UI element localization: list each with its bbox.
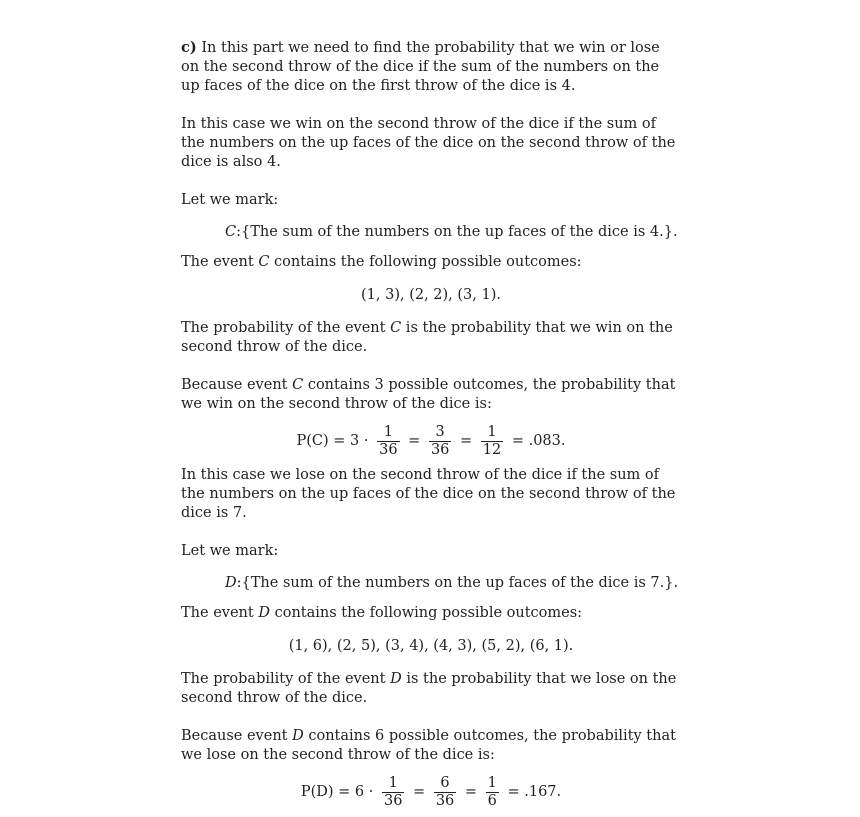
event-d-prob-symbol: D — [390, 671, 402, 687]
event-c-definition — [225, 223, 681, 242]
event-d-contains — [181, 604, 681, 623]
probability-c-equation — [181, 420, 681, 462]
event-d-definition — [225, 574, 681, 593]
fraction-denominator: 36 — [430, 441, 450, 458]
equation-d-fraction-2 — [434, 775, 456, 810]
win-let-mark: Let we mark: — [181, 192, 279, 208]
equals-sign: = — [408, 783, 430, 800]
event-d-because-symbol: D — [292, 728, 304, 744]
fraction-numerator: 1 — [487, 774, 497, 791]
event-d-contains-symbol: D — [258, 605, 270, 621]
fraction-denominator: 12 — [482, 441, 502, 458]
equation-d-lhs: P(D) = 6 · — [300, 783, 378, 800]
event-d-symbol: D — [225, 575, 237, 591]
fraction-denominator: 36 — [383, 792, 403, 809]
event-c-prob-pre: The probability of the event — [181, 320, 391, 336]
equation-d-result: = .167. — [502, 783, 562, 800]
part-c-intro-text: In this part we need to find the probability that we win or lose on the second throw of the dice if the sum of the numbers on the up faces of the dice on the first throw of the dice is 4. — [181, 40, 660, 94]
event-c-probability-description — [181, 319, 681, 357]
event-d-outcomes: (1, 6), (2, 5), (3, 4), (4, 3), (5, 2), (6, 1). — [288, 638, 574, 654]
equation-c-fraction-2 — [429, 424, 451, 459]
fraction-denominator: 36 — [379, 441, 398, 458]
equals-sign: = — [460, 783, 482, 800]
event-c-outcomes: (1, 3), (2, 2), (3, 1). — [361, 287, 501, 303]
event-c-because — [181, 376, 681, 414]
probability-d-equation — [181, 771, 681, 813]
fraction-denominator: 36 — [435, 792, 455, 809]
event-c-prob-symbol: C — [390, 320, 402, 336]
fraction-numerator: 1 — [388, 774, 398, 791]
event-c-contains-post: contains the following possible outcomes: — [269, 254, 582, 270]
equals-sign: = — [403, 432, 425, 449]
fraction-numerator: 1 — [383, 423, 393, 440]
equation-c-lhs: P(C) = 3 · — [296, 432, 374, 449]
win-case-intro: In this case we win on the second throw of the dice if the sum of the numbers on the up faces of the dice on the second throw of the dice is also 4. — [181, 116, 676, 170]
equation-c-fraction-1 — [377, 424, 399, 459]
event-c-because-symbol: C — [292, 377, 304, 393]
equation-c-result: = .083. — [507, 432, 566, 449]
event-d-prob-post: is the probability that we lose on the second throw of the dice. — [181, 671, 677, 706]
event-d-because-pre: Because event — [181, 728, 293, 744]
event-c-prob-post: is the probability that we win on the second throw of the dice. — [181, 320, 673, 355]
fraction-denominator: 6 — [487, 792, 497, 809]
event-c-because-pre: Because event — [181, 377, 293, 393]
fraction-numerator: 1 — [487, 423, 497, 440]
event-c-definition-text: :{The sum of the numbers on the up faces of the dice is 4.}. — [236, 224, 678, 240]
event-d-probability-description — [181, 670, 681, 708]
event-d-definition-text: :{The sum of the numbers on the up faces of the dice is 7.}. — [236, 575, 679, 591]
event-d-contains-post: contains the following possible outcomes: — [269, 605, 583, 621]
event-c-because-post: contains 3 possible outcomes, the probability that we win on the second throw of the dice is: — [181, 377, 676, 412]
event-c-contains — [181, 253, 681, 272]
equals-sign: = — [455, 432, 477, 449]
solution-document — [181, 38, 681, 817]
equation-d-fraction-1 — [382, 775, 404, 810]
fraction-numerator: 6 — [440, 774, 450, 791]
event-d-prob-pre: The probability of the event — [181, 671, 391, 687]
fraction-numerator: 3 — [435, 423, 445, 440]
event-d-because — [181, 727, 681, 765]
lose-case-intro: In this case we lose on the second throw of the dice if the sum of the numbers on the up faces of the dice on the second throw of the dice is 7. — [181, 467, 676, 521]
part-c-intro — [181, 38, 681, 96]
lose-let-mark: Let we mark: — [181, 543, 279, 559]
equation-d-fraction-3 — [486, 775, 499, 810]
event-c-symbol: C — [225, 224, 237, 240]
event-d-because-post: contains 6 possible outcomes, the probability that we lose on the second throw of the dice is: — [181, 728, 676, 763]
event-c-contains-pre: The event — [181, 254, 259, 270]
event-d-contains-pre: The event — [181, 605, 259, 621]
equation-c-fraction-3 — [481, 424, 503, 459]
event-c-contains-symbol: C — [258, 254, 270, 270]
part-label: c) — [181, 39, 197, 56]
